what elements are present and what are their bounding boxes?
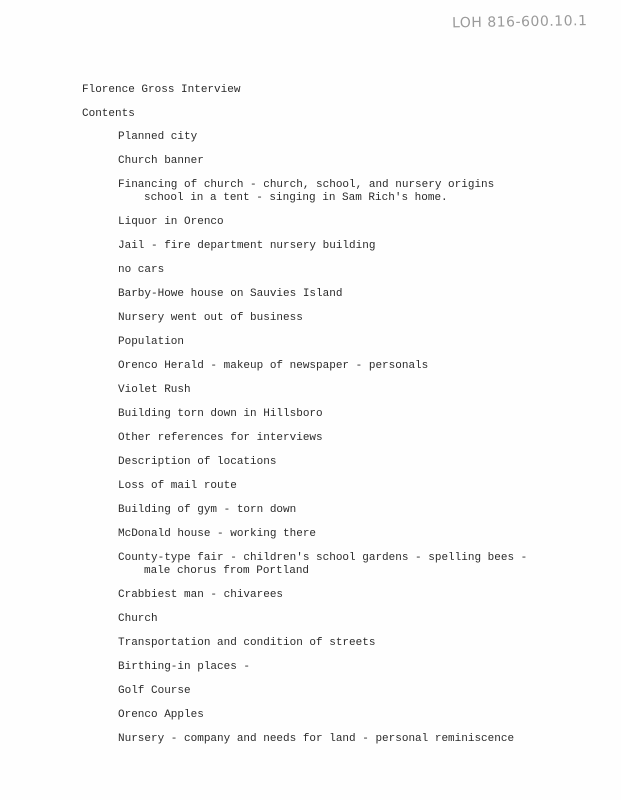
- list-item: Crabbiest man - chivarees: [118, 589, 284, 601]
- contents-heading: Contents: [82, 108, 135, 120]
- list-item: Building of gym - torn down: [118, 504, 297, 516]
- list-item: Birthing-in places -: [118, 661, 251, 673]
- list-item: Planned city: [118, 131, 198, 143]
- list-item: Orenco Herald - makeup of newspaper - personals: [118, 360, 429, 372]
- list-item: Orenco Apples: [118, 709, 204, 721]
- list-item: Financing of church - church, school, and nursery origins school in a tent - singing in Sam Rich's home.: [118, 179, 598, 205]
- list-item: McDonald house - working there: [118, 528, 317, 540]
- page-title: Florence Gross Interview: [82, 84, 241, 96]
- list-item: Description of locations: [118, 456, 277, 468]
- list-item-continuation: male chorus from Portland: [144, 565, 310, 577]
- list-item: Transportation and condition of streets: [118, 637, 376, 649]
- list-item: Violet Rush: [118, 384, 191, 396]
- list-item: Building torn down in Hillsboro: [118, 408, 323, 420]
- contents-list: [118, 131, 598, 757]
- list-item: Other references for interviews: [118, 432, 323, 444]
- list-item: Barby-Howe house on Sauvies Island: [118, 288, 343, 300]
- list-item: Jail - fire department nursery building: [118, 240, 376, 252]
- catalog-number: LOH 816-600.10.1: [451, 13, 588, 32]
- list-item: Church banner: [118, 155, 204, 167]
- list-item: County-type fair - children's school gardens - spelling bees - male chorus from Portland: [118, 552, 598, 578]
- list-item: Nursery - company and needs for land - personal reminiscence: [118, 733, 515, 745]
- list-item: Church: [118, 613, 158, 625]
- list-item: Liquor in Orenco: [118, 216, 224, 228]
- list-item: Nursery went out of business: [118, 312, 303, 324]
- list-item: Golf Course: [118, 685, 191, 697]
- list-item: Loss of mail route: [118, 480, 237, 492]
- list-item: Population: [118, 336, 185, 348]
- list-item: no cars: [118, 264, 165, 276]
- list-item-continuation: school in a tent - singing in Sam Rich's home.: [144, 192, 448, 204]
